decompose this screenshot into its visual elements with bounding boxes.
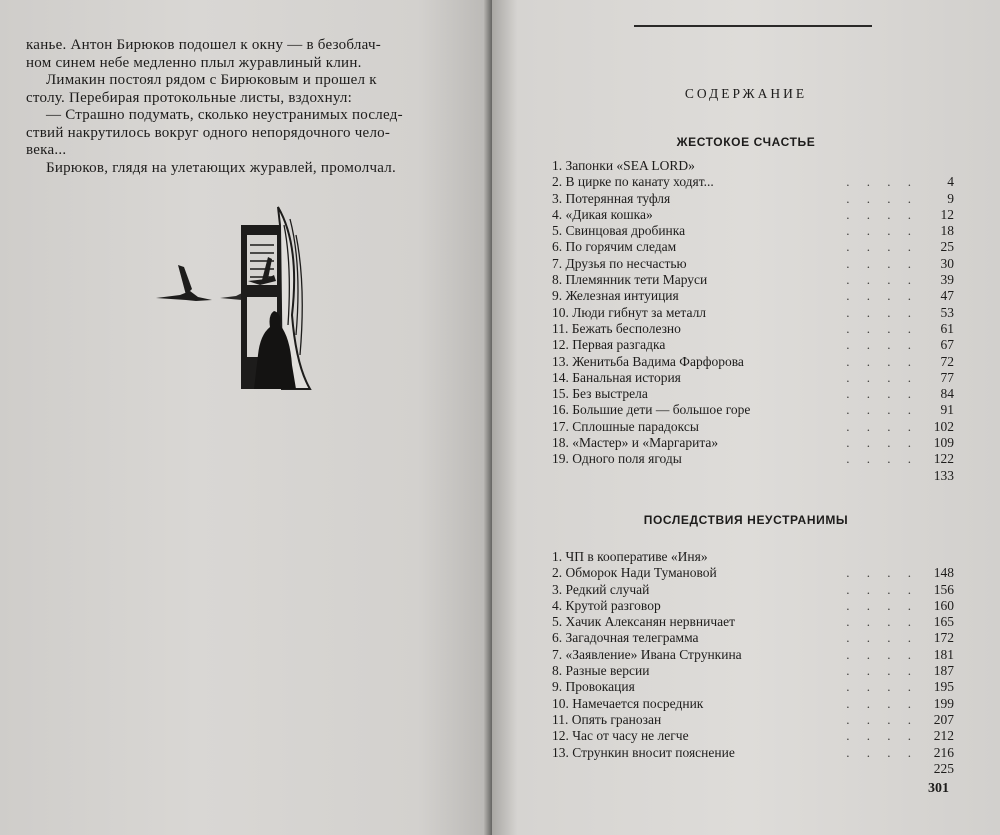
dot-leader: . . . . [846, 614, 918, 630]
dot-leader: . . . . [846, 239, 918, 255]
toc-entry-page: 102 [933, 418, 954, 434]
right-page [492, 0, 1000, 835]
text-line: ствий накрутилось вокруг одного непорядочного чело- [26, 124, 391, 141]
toc-entry-title: 11. Опять гранозан [552, 711, 662, 727]
toc-entry-title: 9. Железная интуиция [552, 288, 679, 304]
dot-leader: . . . . [846, 223, 918, 239]
toc-entry-title: 3. Потерянная туфля [552, 190, 671, 206]
toc-entry-page: 12 [940, 206, 954, 222]
dot-leader: . . . . [846, 711, 918, 727]
toc-entry [552, 745, 954, 761]
toc-entry [552, 207, 954, 223]
dot-leader: . . . . [846, 646, 918, 662]
toc-entry-title: 12. Первая разгадка [552, 337, 666, 353]
toc-entry-title: 15. Без выстрела [552, 386, 648, 402]
toc-entry [552, 370, 954, 386]
cranes-window-illustration [150, 205, 320, 395]
toc-trailing-page: 133 [933, 467, 954, 483]
toc-entry-page: 9 [947, 190, 954, 206]
toc-entry-page: 195 [933, 679, 954, 695]
top-rule [634, 25, 872, 27]
toc-entry-page: 4 [947, 174, 954, 190]
toc-entry-title: 4. Крутой разговор [552, 597, 661, 613]
toc-entry-title: 2. Обморок Нади Тумановой [552, 565, 717, 581]
toc-entry [552, 451, 954, 467]
dot-leader: . . . . [846, 679, 918, 695]
toc-entry-page: 156 [933, 581, 954, 597]
toc-entry-title: 10. Люди гибнут за металл [552, 304, 707, 320]
toc-entry-page: 61 [940, 320, 954, 336]
toc-entry [552, 402, 954, 418]
toc-entry-title: 13. Стрункин вносит пояснение [552, 744, 735, 760]
toc-entry-page: 72 [940, 353, 954, 369]
toc-entry-page: 122 [933, 451, 954, 467]
toc-entry-page: 84 [940, 386, 954, 402]
toc-entry [552, 663, 954, 679]
toc-entry-page: 165 [933, 614, 954, 630]
toc-entry-title: 16. Большие дети — большое горе [552, 402, 751, 418]
toc-entry [552, 728, 954, 744]
toc-entry [552, 419, 954, 435]
toc-list-1 [552, 158, 954, 484]
text-line: — Страшно подумать, сколько неустранимых послед- [46, 107, 403, 123]
toc-entry-page: 181 [933, 646, 954, 662]
toc-entry-page: 148 [933, 565, 954, 581]
toc-entry [552, 598, 954, 614]
dot-leader: . . . . [846, 581, 918, 597]
text-line: века... [26, 142, 67, 158]
toc-entry-page: 47 [940, 288, 954, 304]
text-line: Бирюков, глядя на улетающих журавлей, промолчал. [46, 159, 397, 176]
toc-entry [552, 435, 954, 451]
toc-entry-title: 7. Друзья по несчастью [552, 255, 687, 271]
text-line: канье. Антон Бирюков подошел к окну — в безоблач- [26, 37, 382, 53]
toc-entry [552, 647, 954, 663]
dot-leader: . . . . [846, 630, 918, 646]
toc-entry-page: 216 [933, 744, 954, 760]
toc-entry [552, 256, 954, 272]
toc-entry-title: 13. Женитьба Вадима Фарфорова [552, 353, 744, 369]
toc-entry-title: 17. Сплошные парадоксы [552, 418, 699, 434]
toc-entry-title: 9. Провокация [552, 679, 635, 695]
page-number: 301 [928, 781, 949, 796]
dot-leader: . . . . [846, 695, 918, 711]
toc-trailing-page: 225 [933, 760, 954, 776]
toc-entry-title: 6. Загадочная телеграмма [552, 630, 699, 646]
toc-entry [552, 565, 954, 581]
dot-leader: . . . . [846, 174, 918, 190]
toc-entry [552, 305, 954, 321]
toc-entry [552, 158, 954, 174]
toc-entry [552, 321, 954, 337]
dot-leader: . . . . [846, 369, 918, 385]
toc-entry [552, 354, 954, 370]
dot-leader: . . . . [846, 337, 918, 353]
toc-entry-title: 7. «Заявление» Ивана Стрункина [552, 646, 742, 662]
section-heading-1: ЖЕСТОКОЕ СЧАСТЬЕ [676, 135, 816, 149]
toc-entry [552, 174, 954, 190]
left-page [0, 0, 492, 835]
toc-entry-title: 2. В цирке по канату ходят... [552, 174, 714, 190]
dot-leader: . . . . [846, 728, 918, 744]
toc-entry [552, 191, 954, 207]
toc-entry-title: 18. «Мастер» и «Маргарита» [552, 435, 719, 451]
dot-leader: . . . . [846, 597, 918, 613]
toc-entry [552, 549, 954, 565]
toc-entry-page: 30 [940, 255, 954, 271]
toc-entry [552, 223, 954, 239]
toc-entry-title: 11. Бежать бесполезно [552, 320, 681, 336]
toc-entry-title: 3. Редкий случай [552, 581, 650, 597]
toc-entry-page: 91 [940, 402, 954, 418]
toc-entry-page: 207 [933, 711, 954, 727]
toc-entry-page: 199 [933, 695, 954, 711]
toc-entry-page: 77 [940, 369, 954, 385]
toc-entry-title: 14. Банальная история [552, 369, 681, 385]
toc-entry [552, 630, 954, 646]
toc-entry [552, 239, 954, 255]
toc-entry-title: 6. По горячим следам [552, 239, 677, 255]
toc-entry [552, 614, 954, 630]
toc-entry [552, 337, 954, 353]
toc-list-2 [552, 549, 954, 777]
toc-entry-title: 1. Запонки «SEA LORD» [552, 158, 695, 173]
toc-entry [552, 712, 954, 728]
toc-entry-page: 25 [940, 239, 954, 255]
toc-entry [552, 582, 954, 598]
toc-entry-page: 109 [933, 435, 954, 451]
dot-leader: . . . . [846, 451, 918, 467]
dot-leader: . . . . [846, 418, 918, 434]
dot-leader: . . . . [846, 320, 918, 336]
toc-entry-page: 67 [940, 337, 954, 353]
toc-entry [552, 386, 954, 402]
section-heading-2: ПОСЛЕДСТВИЯ НЕУСТРАНИМЫ [643, 513, 849, 527]
toc-entry-page: 53 [940, 304, 954, 320]
dot-leader: . . . . [846, 206, 918, 222]
dot-leader: . . . . [846, 255, 918, 271]
dot-leader: . . . . [846, 288, 918, 304]
dot-leader: . . . . [846, 435, 918, 451]
dot-leader: . . . . [846, 386, 918, 402]
toc-entry-page: 187 [933, 663, 954, 679]
toc-entry-title: 10. Намечается посредник [552, 695, 704, 711]
toc-entry-title: 4. «Дикая кошка» [552, 206, 653, 222]
toc-entry [552, 272, 954, 288]
dot-leader: . . . . [846, 190, 918, 206]
toc-entry-page: 212 [933, 728, 954, 744]
toc-entry-title: 12. Час от часу не легче [552, 728, 689, 744]
text-line: ном синем небе медленно плыл журавлиный клин. [26, 54, 362, 71]
text-line: столу. Перебирая протокольные листы, вздохнул: [26, 89, 353, 106]
dot-leader: . . . . [846, 304, 918, 320]
toc-entry-title: 5. Хачик Алексанян нервничает [552, 614, 735, 630]
toc-entry-page: 39 [940, 272, 954, 288]
dot-leader: . . . . [846, 565, 918, 581]
toc-entry-title: 19. Одного поля ягоды [552, 451, 682, 467]
dot-leader: . . . . [846, 663, 918, 679]
dot-leader: . . . . [846, 353, 918, 369]
dot-leader: . . . . [846, 402, 918, 418]
dot-leader: . . . . [846, 744, 918, 760]
toc-entry-title: 1. ЧП в кооперативе «Иня» [552, 549, 708, 564]
dot-leader: . . . . [846, 272, 918, 288]
toc-entry [552, 288, 954, 304]
toc-entry-page: 160 [933, 597, 954, 613]
toc-entry [552, 679, 954, 695]
toc-entry-title: 8. Племянник тети Маруси [552, 272, 708, 288]
toc-entry-page: 18 [940, 223, 954, 239]
toc-title: СОДЕРЖАНИЕ [684, 86, 808, 101]
toc-entry-title: 5. Свинцовая дробинка [552, 223, 686, 239]
toc-entry [552, 696, 954, 712]
toc-entry-title: 8. Разные версии [552, 663, 650, 679]
toc-entry-page: 172 [933, 630, 954, 646]
story-text [26, 37, 456, 177]
text-line: Лимакин постоял рядом с Бирюковым и прошел к [46, 72, 377, 88]
